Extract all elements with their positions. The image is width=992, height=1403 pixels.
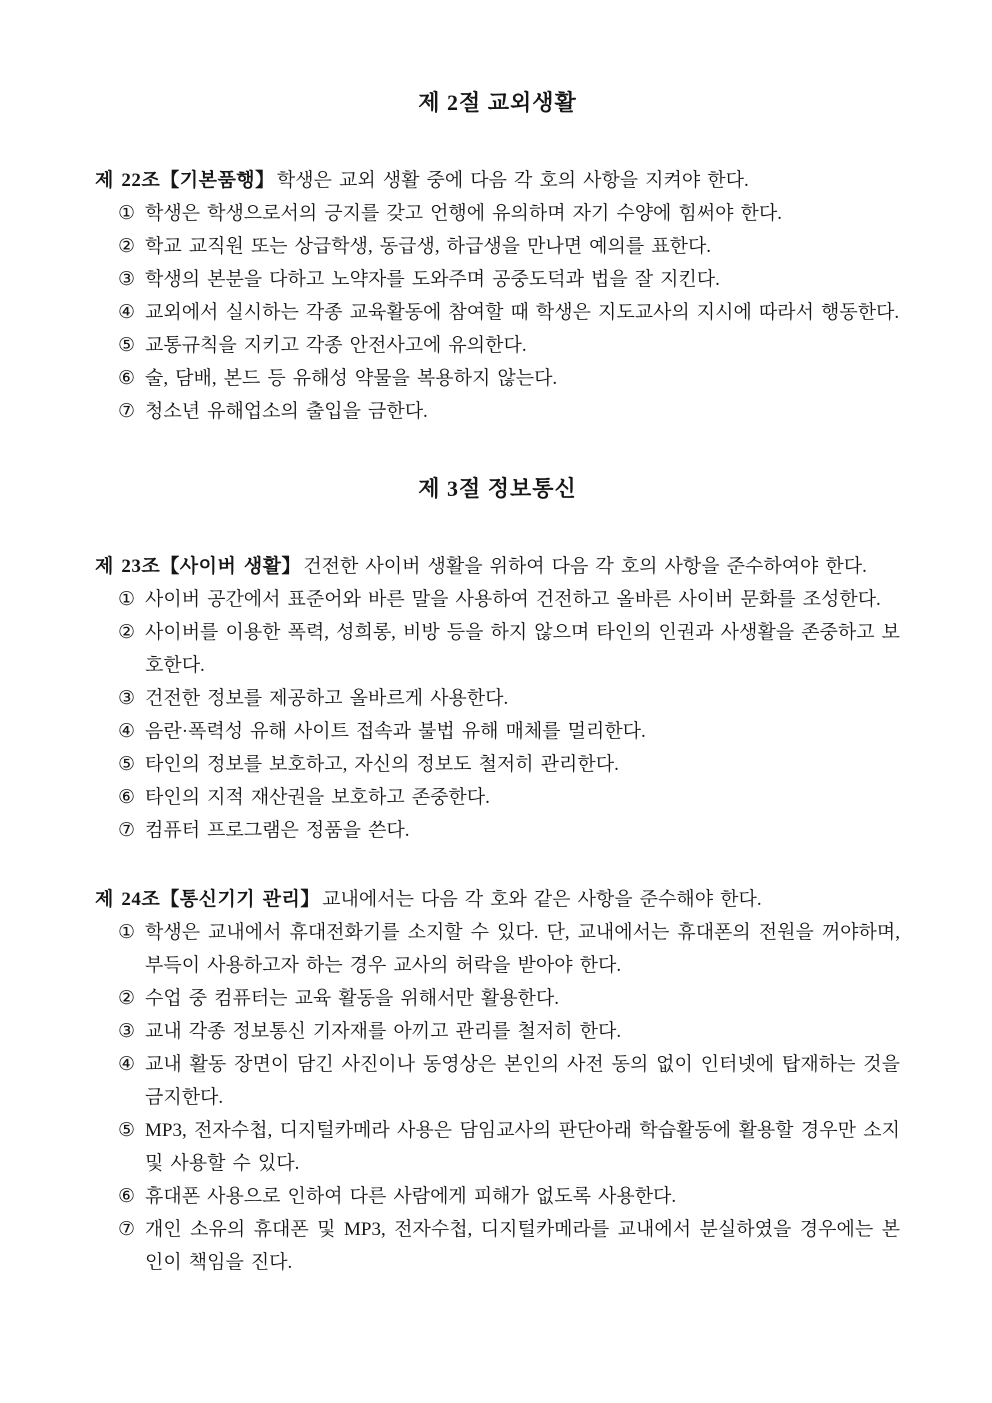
item-text: 사이버 공간에서 표준어와 바른 말을 사용하여 건전하고 올바른 사이버 문화를 조성한다. [145,589,881,610]
item-text: 컴퓨터 프로그램은 정품을 쓴다. [145,820,410,841]
list-item [95,230,900,263]
item-text: 학생의 본분을 다하고 노약자를 도와주며 공중도덕과 법을 잘 지킨다. [145,269,720,290]
item-text: 학교 교직원 또는 상급학생, 동급생, 하급생을 만나면 예의를 표한다. [145,236,712,257]
item-marker: ① [118,589,136,610]
item-text: 개인 소유의 휴대폰 및 MP3, 전자수첩, 디지털카메라를 교내에서 분실하였을 경우에는 본인이 책임을 진다. [145,1219,900,1273]
list-item [95,1048,900,1114]
article-22-heading [95,164,900,197]
item-marker: ⑤ [118,335,136,356]
list-item [95,197,900,230]
item-marker: ⑤ [118,1120,136,1141]
article-24-item-list [95,916,900,1279]
item-text: 교통규칙을 지키고 각종 안전사고에 유의한다. [145,335,527,356]
list-item [95,814,900,847]
item-marker: ⑤ [118,754,136,775]
list-item [95,296,900,329]
item-text: 학생은 학생으로서의 긍지를 갖고 언행에 유의하며 자기 수양에 힘써야 한다. [145,203,782,224]
section-title-information-communication: 제 3절 정보통신 [418,476,577,501]
article-24 [95,883,900,1279]
item-text: MP3, 전자수첩, 디지털카메라 사용은 담임교사의 판단아래 학습활동에 활용할 경우만 소지 및 사용할 수 있다. [145,1120,900,1174]
list-item [95,1213,900,1279]
article-22-intro: 학생은 교외 생활 중에 다음 각 호의 사항을 지켜야 한다. [276,170,749,191]
item-text: 사이버를 이용한 폭력, 성희롱, 비방 등을 하지 않으며 타인의 인권과 사생활을 존중하고 보호한다. [145,622,900,676]
item-marker: ⑦ [118,1219,136,1240]
list-item [95,395,900,428]
item-marker: ③ [118,688,136,709]
list-item [95,682,900,715]
item-text: 타인의 정보를 보호하고, 자신의 정보도 철저히 관리한다. [145,754,619,775]
item-marker: ① [118,922,136,943]
article-23-intro: 건전한 사이버 생활을 위하여 다음 각 호의 사항을 준수하여야 한다. [303,556,867,577]
item-marker: ⑥ [118,368,136,389]
list-item [95,362,900,395]
item-marker: ② [118,236,136,257]
article-22-number-subject: 제 22조【기본품행】 [95,170,275,191]
list-item [95,781,900,814]
item-marker: ① [118,203,136,224]
item-marker: ⑦ [118,401,136,422]
item-marker: ④ [118,1054,136,1075]
item-text: 교내 각종 정보통신 기자재를 아끼고 관리를 철저히 한다. [145,1021,622,1042]
item-marker: ④ [118,721,136,742]
list-item [95,916,900,982]
item-text: 청소년 유해업소의 출입을 금한다. [145,401,428,422]
item-text: 술, 담배, 본드 등 유해성 약물을 복용하지 않는다. [145,368,558,389]
item-marker: ⑦ [118,820,136,841]
list-item [95,715,900,748]
item-text: 수업 중 컴퓨터는 교육 활동을 위해서만 활용한다. [145,988,560,1009]
item-marker: ⑥ [118,1186,136,1207]
article-24-number-subject: 제 24조【통신기기 관리】 [95,889,320,910]
item-text: 음란·폭력성 유해 사이트 접속과 불법 유해 매체를 멀리한다. [145,721,646,742]
item-text: 휴대폰 사용으로 인하여 다른 사람에게 피해가 없도록 사용한다. [145,1186,677,1207]
item-text: 교내 활동 장면이 담긴 사진이나 동영상은 본인의 사전 동의 없이 인터넷에 탑재하는 것을 금지한다. [145,1054,900,1108]
list-item [95,329,900,362]
item-text: 교외에서 실시하는 각종 교육활동에 참여할 때 학생은 지도교사의 지시에 따라서 행동한다. [145,302,900,323]
section-title-off-campus-life: 제 2절 교외생활 [418,90,577,115]
article-23-heading [95,550,900,583]
item-marker: ② [118,622,136,643]
article-24-intro: 교내에서는 다음 각 호와 같은 사항을 준수해야 한다. [322,889,762,910]
list-item [95,1180,900,1213]
item-marker: ③ [118,1021,136,1042]
list-item [95,616,900,682]
item-text: 타인의 지적 재산권을 보호하고 존중한다. [145,787,490,808]
item-marker: ④ [118,302,136,323]
article-23 [95,550,900,847]
article-22 [95,164,900,428]
article-23-number-subject: 제 23조【사이버 생활】 [95,556,302,577]
list-item [95,263,900,296]
list-item [95,982,900,1015]
list-item [95,583,900,616]
item-marker: ⑥ [118,787,136,808]
list-item [95,1114,900,1180]
list-item [95,748,900,781]
article-24-heading [95,883,900,916]
item-marker: ③ [118,269,136,290]
item-marker: ② [118,988,136,1009]
item-text: 학생은 교내에서 휴대전화기를 소지할 수 있다. 단, 교내에서는 휴대폰의 전원을 꺼야하며, 부득이 사용하고자 하는 경우 교사의 허락을 받아야 한다. [145,922,900,976]
article-23-item-list [95,583,900,847]
article-22-item-list [95,197,900,428]
list-item [95,1015,900,1048]
item-text: 건전한 정보를 제공하고 올바르게 사용한다. [145,688,509,709]
